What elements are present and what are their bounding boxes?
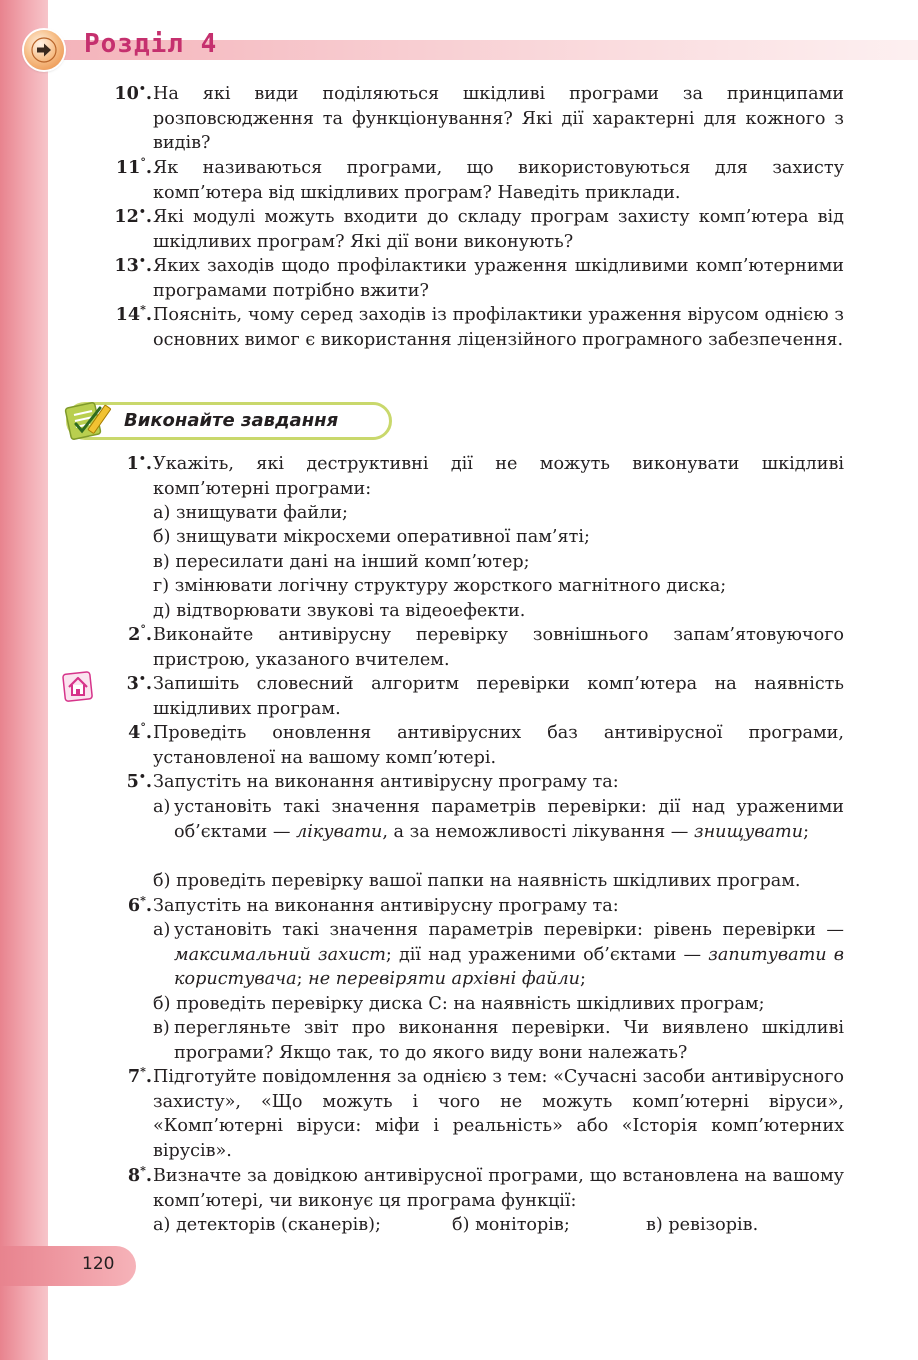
question-number: 14*. <box>115 303 152 325</box>
task-8-option-c: в) ревізорів. <box>646 1215 759 1235</box>
task-8 <box>100 1164 844 1213</box>
question-text: Які модулі можуть входити до складу програм захисту комп’ютера від шкідливих програм? Які дії вони виконують? <box>153 207 844 252</box>
question-text: На які види поділяються шкідливі програми за принципами розповсюдження та функціонування? Які дії характерні для кожного з видів? <box>153 84 844 153</box>
question-number: 13•. <box>114 254 152 276</box>
task-4 <box>100 721 844 770</box>
question-text: Поясніть, чому серед заходів із профілактики ураження вірусом однією з основних вимог є використання ліцензійного програмного забезпечення. <box>153 305 844 350</box>
task-number: 8*. <box>127 1164 152 1186</box>
question-10 <box>100 82 844 156</box>
page-number-tab <box>0 1246 136 1286</box>
task-5-option-a: а) установіть такі значення параметрів перевірки: дії над ураженими об’єктами — лікувати, а за неможливості лікування — знищувати; <box>153 797 844 842</box>
page-number: 120 <box>82 1254 115 1274</box>
question-12 <box>100 205 844 254</box>
task-1-option-d: г) змінювати логічну структуру жорсткого магнітного диска; <box>153 576 727 596</box>
task-1-option-c: в) пересилати дані на інший комп’ютер; <box>153 552 530 572</box>
section-title: Розділ 4 <box>84 29 218 59</box>
pencil-checklist-icon <box>62 400 114 442</box>
task-8-option-a: а) детекторів (сканерів); <box>153 1215 381 1235</box>
task-5-option-b: б) проведіть перевірку вашої папки на наявність шкідливих програм. <box>153 871 801 891</box>
task-number: 1•. <box>126 452 152 474</box>
question-text: Як називаються програми, що використовуються для захисту комп’ютера від шкідливих програм? Наведіть приклади. <box>153 158 844 203</box>
task-1-option-e: д) відтворювати звукові та відеоефекти. <box>153 601 526 621</box>
task-6-option-a: а) установіть такі значення параметрів перевірки: рівень перевірки — максимальний захист; дії над ураженими об’єктами — запитувати в користувача; не перевіряти архівні файли; <box>153 920 845 989</box>
task-text: Визначте за довідкою антивірусної програми, що встановлена на вашому комп’ютері, чи виконує ця програма функції: <box>153 1166 844 1211</box>
task-8-option-b: б) моніторів; <box>452 1215 570 1235</box>
task-text: Запишіть словесний алгоритм перевірки комп’ютера на наявність шкідливих програм. <box>153 674 844 719</box>
task-2 <box>100 623 844 672</box>
task-text: Підготуйте повідомлення за однією з тем: «Сучасні засоби антивірусного захисту», «Що можуть і чого не можуть комп’ютерні віруси», «Комп’ютерні віруси: міфи і реальність» або «Історія комп’ютерних вірусів». <box>153 1067 844 1161</box>
task-number: 5•. <box>126 770 152 792</box>
task-number: 4°. <box>128 721 152 743</box>
question-14 <box>100 303 844 352</box>
task-5 <box>100 770 844 795</box>
task-1-option-a: а) знищувати файли; <box>153 503 348 523</box>
task-text: Запустіть на виконання антивірусну програму та: <box>153 896 619 916</box>
task-text: Виконайте антивірусну перевірку зовнішнього запам’ятовуючого пристрою, указаного вчителем. <box>153 625 844 670</box>
home-icon <box>62 670 94 702</box>
arrow-right-icon <box>24 30 64 70</box>
task-6 <box>100 894 844 919</box>
question-13 <box>100 254 844 303</box>
task-1-option-b: б) знищувати мікросхеми оперативної пам’яті; <box>153 527 590 547</box>
task-text: Проведіть оновлення антивірусних баз антивірусної програми, установленої на вашому комп’ютері. <box>153 723 844 768</box>
question-number: 12•. <box>114 205 152 227</box>
task-number: 6*. <box>127 894 152 916</box>
task-number: 7*. <box>127 1065 152 1087</box>
task-number: 3•. <box>126 672 152 694</box>
task-text: Укажіть, які деструктивні дії не можуть виконувати шкідливі комп’ютерні програми: <box>153 454 844 499</box>
left-decorative-band <box>0 0 48 1360</box>
question-number: 10•. <box>114 82 152 104</box>
task-1 <box>100 452 844 501</box>
task-text: Запустіть на виконання антивірусну програму та: <box>153 772 619 792</box>
question-11 <box>100 156 844 205</box>
tasks-banner-title: Виконайте завдання <box>124 410 339 431</box>
task-number: 2°. <box>128 623 152 645</box>
question-text: Яких заходів щодо профілактики ураження шкідливими комп’ютерними програмами потрібно вжити? <box>153 256 844 301</box>
question-number: 11°. <box>115 156 152 178</box>
task-7 <box>100 1065 844 1163</box>
task-6-option-c: в) перегляньте звіт про виконання перевірки. Чи виявлено шкідливі програми? Якщо так, то до якого виду вони належать? <box>153 1018 844 1063</box>
task-3 <box>100 672 844 721</box>
task-6-option-b: б) проведіть перевірку диска С: на наявність шкідливих програм; <box>153 994 765 1014</box>
